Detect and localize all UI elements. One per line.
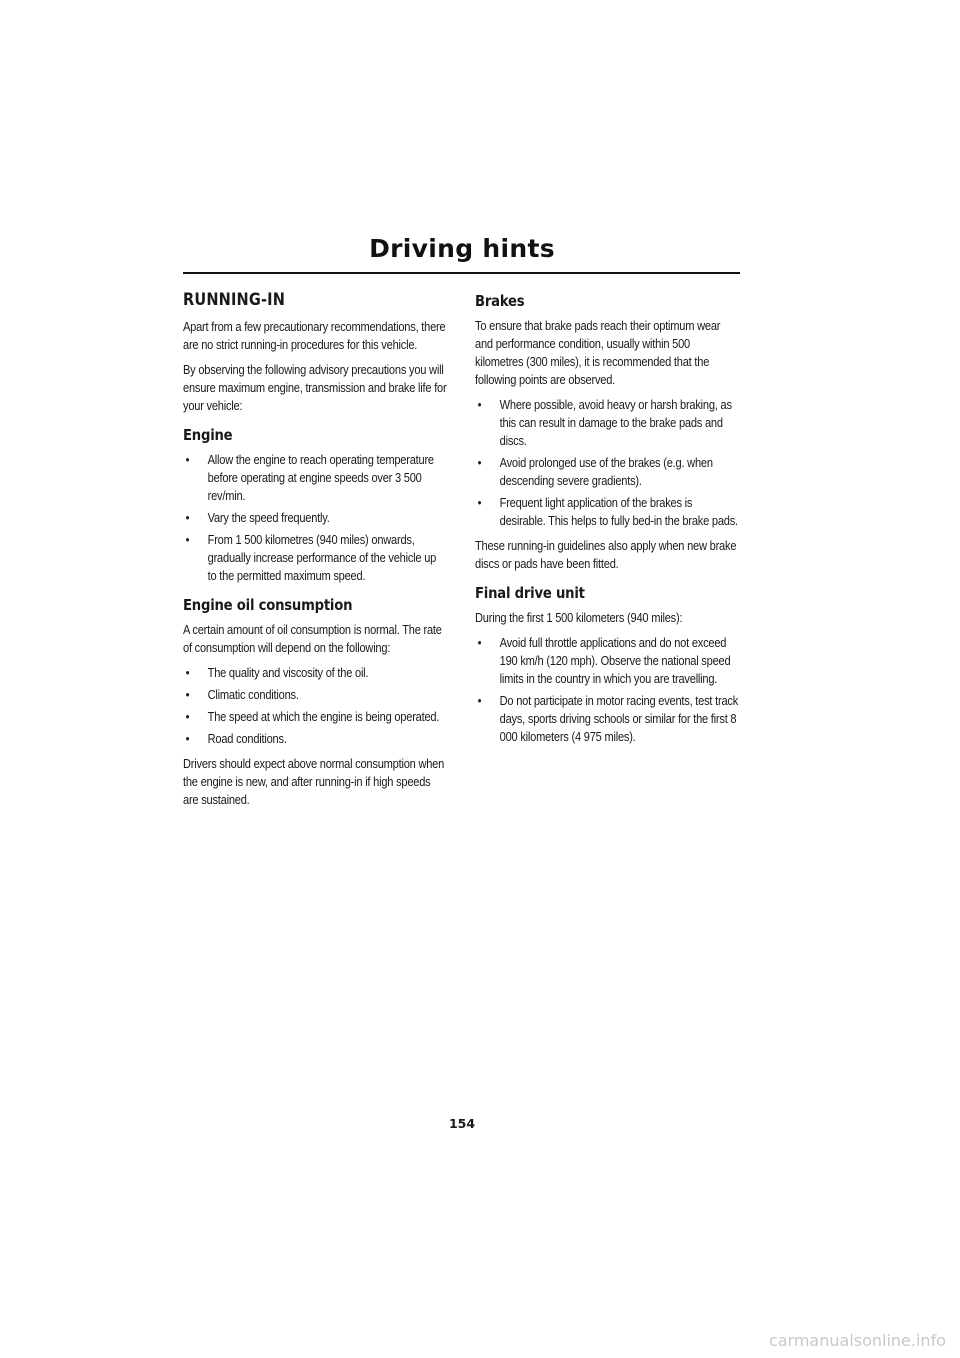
bullet-icon: • [185,453,190,467]
intro-paragraph-1: Apart from a few precautionary recommendations, there are no strict running-in procedures for this vehicle. [183,320,446,352]
list-item: • The speed at which the engine is being operated. [185,710,440,724]
bullet-icon: • [185,688,190,702]
bullet-icon: • [185,666,190,680]
bullet-icon: • [477,456,482,470]
page-title: Driving hints [369,234,555,263]
bullet-icon: • [477,398,482,412]
list-item: • Frequent light application of the brakes is desirable. This helps to fully bed-in the brake pads. [477,496,738,528]
bullet-icon: • [477,636,482,650]
engine-heading: Engine [183,426,233,444]
bullet-icon: • [185,511,190,525]
brakes-outro-paragraph: These running-in guidelines also apply when new brake discs or pads have been fitted. [475,539,737,571]
right-column [475,290,739,753]
bullet-icon: • [477,694,482,708]
list-item: • Vary the speed frequently. [185,511,330,525]
list-item: • Where possible, avoid heavy or harsh braking, as this can result in damage to the brake pads and discs. [477,398,732,448]
brakes-heading: Brakes [475,292,525,310]
final-drive-intro-paragraph: During the first 1 500 kilometers (940 miles): [475,611,683,625]
list-item: • Allow the engine to reach operating temperature before operating at engine speeds over 3 500 rev/min. [185,453,434,503]
list-item: • Avoid prolonged use of the brakes (e.g. when descending severe gradients). [477,456,713,488]
oil-consumption-heading: Engine oil consumption [183,596,353,614]
watermark: carmanualsonline.info [768,1331,946,1350]
page-number: 154 [448,1116,476,1131]
oil-outro-paragraph: Drivers should expect above normal consumption when the engine is new, and after running-in if high speeds are sustained. [183,757,445,807]
intro-paragraph-2: By observing the following advisory precautions you will ensure maximum engine, transmission and brake life for your vehicle: [183,363,447,413]
bullet-icon: • [185,732,190,746]
bullet-icon: • [477,496,482,510]
bullet-icon: • [185,533,190,547]
final-drive-heading: Final drive unit [475,584,585,602]
brakes-intro-paragraph: To ensure that brake pads reach their optimum wear and performance condition, usually within 500 kilometres (300 miles), it is recommended that the following points are observed. [475,319,721,387]
oil-intro-paragraph: A certain amount of oil consumption is normal. The rate of consumption will depend on the following: [183,623,442,655]
final-drive-list [475,634,739,746]
bullet-icon: • [185,710,190,724]
left-column [183,290,447,816]
list-item: • From 1 500 kilometres (940 miles) onwards, gradually increase performance of the vehicle up to the permitted maximum speed. [185,533,437,583]
oil-list [183,664,447,748]
engine-list [183,451,447,585]
list-item: • Road conditions. [185,732,287,746]
list-item: • Avoid full throttle applications and do not exceed 190 km/h (120 mph). Observe the national speed limits in the country in which you are travelling. [477,636,731,686]
list-item: • Do not participate in motor racing events, test track days, sports driving schools or similar for the first 8 000 kilometers (4 975 miles). [477,694,739,744]
list-item: • Climatic conditions. [185,688,299,702]
section-title-running-in: RUNNING-IN [183,290,286,309]
brakes-list [475,396,739,530]
title-divider [183,272,740,274]
list-item: • The quality and viscosity of the oil. [185,666,369,680]
